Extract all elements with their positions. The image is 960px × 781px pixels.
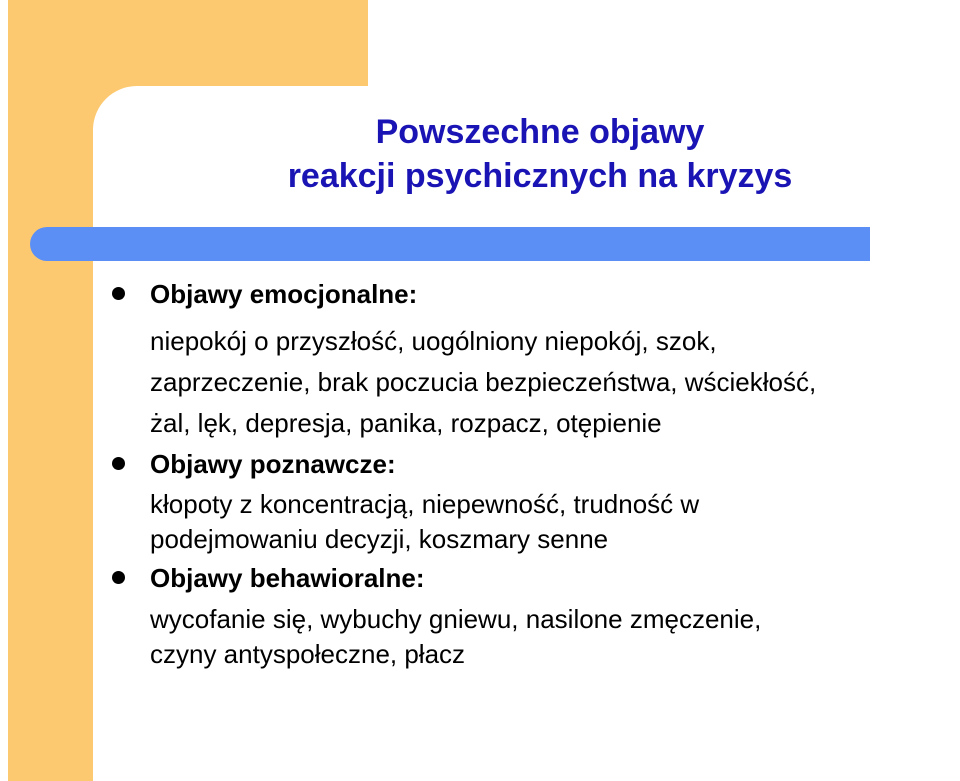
slide-title	[100, 110, 960, 198]
bullet-dot-icon	[112, 571, 125, 584]
section-heading: Objawy emocjonalne:	[150, 279, 418, 309]
description-line: wycofanie się, wybuchy gniewu, nasilone zmęczenie,	[150, 604, 762, 634]
section-heading: Objawy poznawcze:	[150, 449, 396, 479]
bullet-dot-icon	[112, 287, 125, 300]
list-item-behavioral	[112, 559, 958, 672]
slide-title-line-2: reakcji psychicznych na kryzys	[287, 157, 793, 195]
section-heading: Objawy behawioralne:	[150, 563, 425, 593]
section-description	[150, 324, 958, 441]
description-line: czyny antyspołeczne, płacz	[150, 639, 466, 669]
bullet-dot-icon	[112, 457, 125, 470]
decorative-accent-bar	[30, 227, 870, 261]
description-line: kłopoty z koncentracją, niepewność, trudność w	[150, 489, 700, 519]
slide-title-line-1: Powszechne objawy	[375, 113, 705, 151]
section-description	[150, 602, 958, 672]
section-description	[150, 487, 958, 557]
description-line: zaprzeczenie, brak poczucia bezpieczeństwa, wściekłość,	[150, 367, 817, 397]
symptom-list	[112, 275, 958, 672]
description-line: podejmowaniu decyzji, koszmary senne	[150, 524, 609, 554]
description-line: żal, lęk, depresja, panika, rozpacz, otępienie	[150, 408, 662, 438]
description-line: niepokój o przyszłość, uogólniony niepokój, szok,	[150, 326, 717, 356]
list-item-emotional	[112, 275, 958, 441]
list-item-cognitive	[112, 445, 958, 557]
